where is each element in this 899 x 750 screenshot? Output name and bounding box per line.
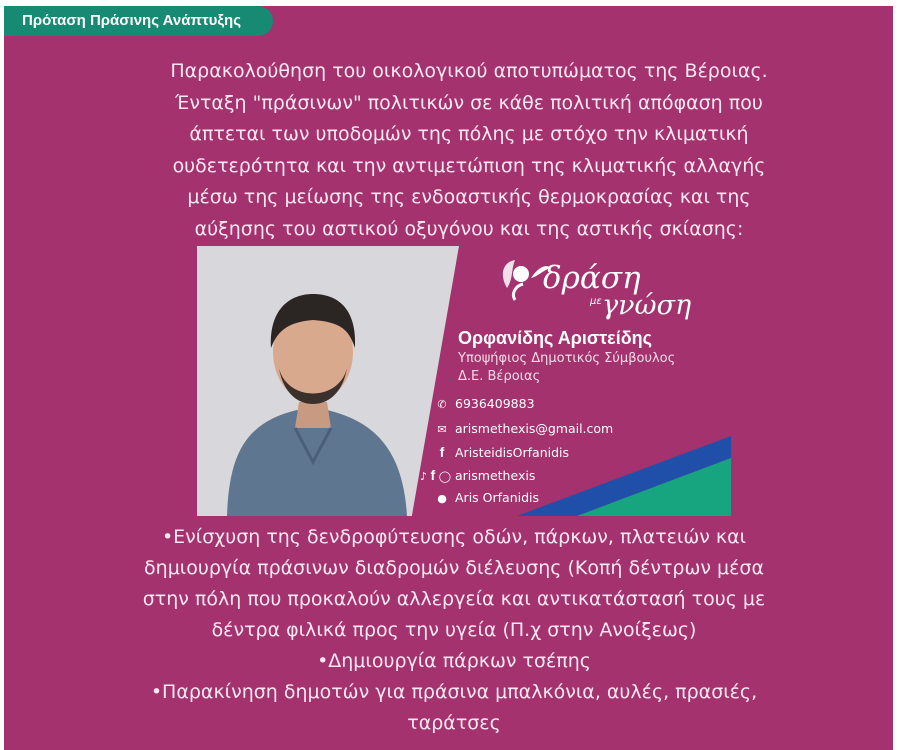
intro-line: άπτεται των υποδομών της πόλης με στόχο την κλιματική [189,123,749,145]
phone-number: 6936409883 [455,396,535,411]
bullet-line: στην πόλη που προκαλούν αλλεργεία και αντικατάστασή τους με [142,588,766,610]
instagram-handle: arismethexis [455,468,536,483]
phone-icon: ✆ [437,398,447,411]
mail-icon: ✉ [437,423,447,436]
contact-linkedin [433,488,693,508]
contact-instagram [419,465,693,485]
facebook-icon: f [439,444,445,460]
linkedin-handle: Aris Orfanidis [455,490,540,505]
email-address: arismethexis@gmail.com [455,421,614,436]
proposal-bullets [64,522,844,739]
candidate-name: Ορφανίδης Αριστείδης [458,328,652,348]
bullet-line: δημιουργία πράσινων διαδρομών διέλευσης (Κοπή δέντρων μέσα [144,557,764,579]
intro-line: ουδετερότητα και την αντιμετώπιση της κλιματικής αλλαγής [172,154,766,177]
bullet-line: •Δημιουργία πάρκων τσέπης [317,650,591,672]
poster [4,6,893,750]
contact-facebook [433,442,693,462]
logo-word-top: δράση [543,260,641,296]
candidate-photo [207,252,417,516]
tiktok-facebook-instagram-icons [407,465,451,487]
bullet-line: •Παρακίνηση δημοτών για πράσινα μπαλκόνια, αυλές, πρασιές, [150,681,758,703]
candidate-role [458,350,728,386]
bullet-line: δέντρα φιλικά προς την υγεία (Π.χ στην Ανοίξεως) [211,619,697,641]
role-line: Υποψήφιος Δημοτικός Σύμβουλος [458,351,676,366]
contact-email [433,419,693,439]
candidate-card [197,246,731,516]
facebook-handle: AristeidisOrfanidis [455,445,570,460]
bullet-line: ταράτσες [407,712,501,734]
category-tag: Πρόταση Πράσινης Ανάπτυξης [4,6,273,36]
intro-line: Παρακολούθηση του οικολογικού αποτυπώματος της Βέροιας. [170,60,768,82]
facebook-icon: f [430,467,436,483]
linkedin-icon: ● [437,492,447,505]
bullet-line: •Ενίσχυση της δενδροφύτευσης οδών, πάρκων, πλατειών και [161,526,747,548]
logo-word-small: με [590,296,602,307]
logo-word-bottom: γνώση [602,290,692,321]
contact-phone [433,394,693,414]
intro-line: αύξησης του αστικού οξυγόνου και της αστικής σκίασης: [194,217,744,240]
tiktok-icon: ♪ [419,470,428,483]
intro-line: μέσω της μείωσης της ενδοαστικής θερμοκρασίας και της [187,186,751,208]
role-line: Δ.Ε. Βέροιας [458,369,541,384]
intro-text [114,56,824,245]
intro-line: Ένταξη "πράσινων" πολιτικών σε κάθε πολιτική απόφαση που [175,91,763,114]
instagram-icon: ◯ [438,470,451,483]
